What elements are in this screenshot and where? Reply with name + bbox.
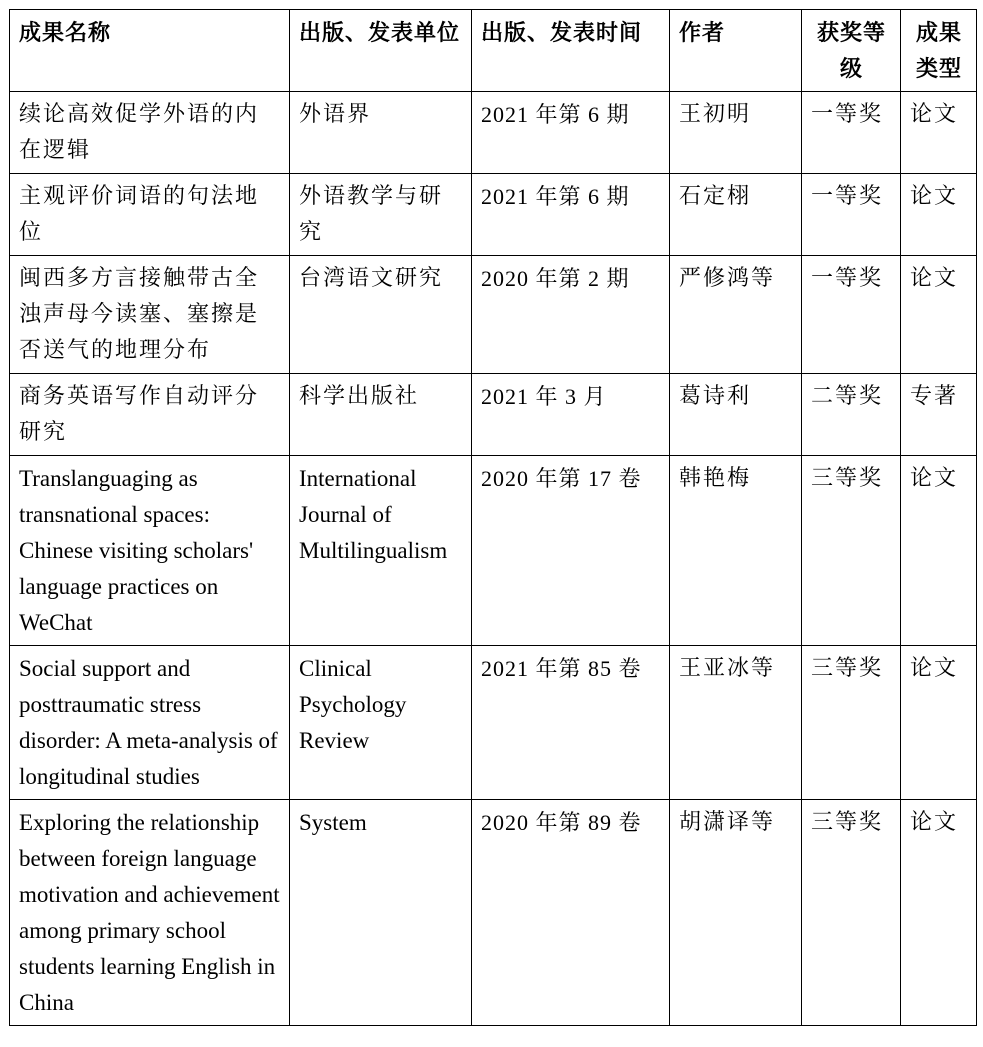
cell-title: 主观评价词语的句法地位 [10, 174, 290, 256]
header-type: 成果类型 [901, 10, 977, 92]
cell-title: Exploring the relationship between foreign language motivation and achievement among primary school students learning English in China [10, 800, 290, 1026]
cell-time: 2021 年第 6 期 [472, 174, 670, 256]
cell-award: 三等奖 [802, 800, 901, 1026]
cell-time: 2021 年 3 月 [472, 374, 670, 456]
cell-author: 韩艳梅 [670, 456, 802, 646]
table-row [10, 456, 977, 646]
cell-publisher: 外语教学与研究 [290, 174, 472, 256]
cell-award: 一等奖 [802, 92, 901, 174]
cell-title: 续论高效促学外语的内在逻辑 [10, 92, 290, 174]
cell-author: 葛诗利 [670, 374, 802, 456]
cell-title: 商务英语写作自动评分研究 [10, 374, 290, 456]
cell-type: 论文 [901, 174, 977, 256]
header-row [10, 10, 977, 92]
cell-publisher: International Journal of Multilingualism [290, 456, 472, 646]
header-award: 获奖等级 [802, 10, 901, 92]
cell-award: 一等奖 [802, 256, 901, 374]
cell-type: 论文 [901, 456, 977, 646]
cell-type: 论文 [901, 800, 977, 1026]
table-row [10, 646, 977, 800]
cell-publisher: Clinical Psychology Review [290, 646, 472, 800]
table-row [10, 374, 977, 456]
cell-time: 2021 年第 85 卷 [472, 646, 670, 800]
cell-time: 2020 年第 2 期 [472, 256, 670, 374]
table-row [10, 92, 977, 174]
cell-author: 胡潇译等 [670, 800, 802, 1026]
awards-table [9, 9, 977, 1026]
table-row [10, 174, 977, 256]
cell-type: 论文 [901, 646, 977, 800]
cell-publisher: System [290, 800, 472, 1026]
cell-award: 三等奖 [802, 456, 901, 646]
header-author: 作者 [670, 10, 802, 92]
cell-author: 王亚冰等 [670, 646, 802, 800]
header-time: 出版、发表时间 [472, 10, 670, 92]
table-row [10, 800, 977, 1026]
cell-award: 二等奖 [802, 374, 901, 456]
cell-author: 石定栩 [670, 174, 802, 256]
cell-publisher: 外语界 [290, 92, 472, 174]
cell-author: 严修鸿等 [670, 256, 802, 374]
header-title: 成果名称 [10, 10, 290, 92]
cell-type: 论文 [901, 256, 977, 374]
cell-time: 2020 年第 89 卷 [472, 800, 670, 1026]
cell-award: 三等奖 [802, 646, 901, 800]
cell-type: 论文 [901, 92, 977, 174]
cell-author: 王初明 [670, 92, 802, 174]
header-publisher: 出版、发表单位 [290, 10, 472, 92]
cell-type: 专著 [901, 374, 977, 456]
cell-time: 2021 年第 6 期 [472, 92, 670, 174]
cell-title: 闽西多方言接触带古全浊声母今读塞、塞擦是否送气的地理分布 [10, 256, 290, 374]
cell-time: 2020 年第 17 卷 [472, 456, 670, 646]
cell-award: 一等奖 [802, 174, 901, 256]
table-row [10, 256, 977, 374]
cell-title: Translanguaging as transnational spaces: Chinese visiting scholars' language practices on WeChat [10, 456, 290, 646]
cell-publisher: 台湾语文研究 [290, 256, 472, 374]
cell-publisher: 科学出版社 [290, 374, 472, 456]
cell-title: Social support and posttraumatic stress disorder: A meta-analysis of longitudinal studies [10, 646, 290, 800]
